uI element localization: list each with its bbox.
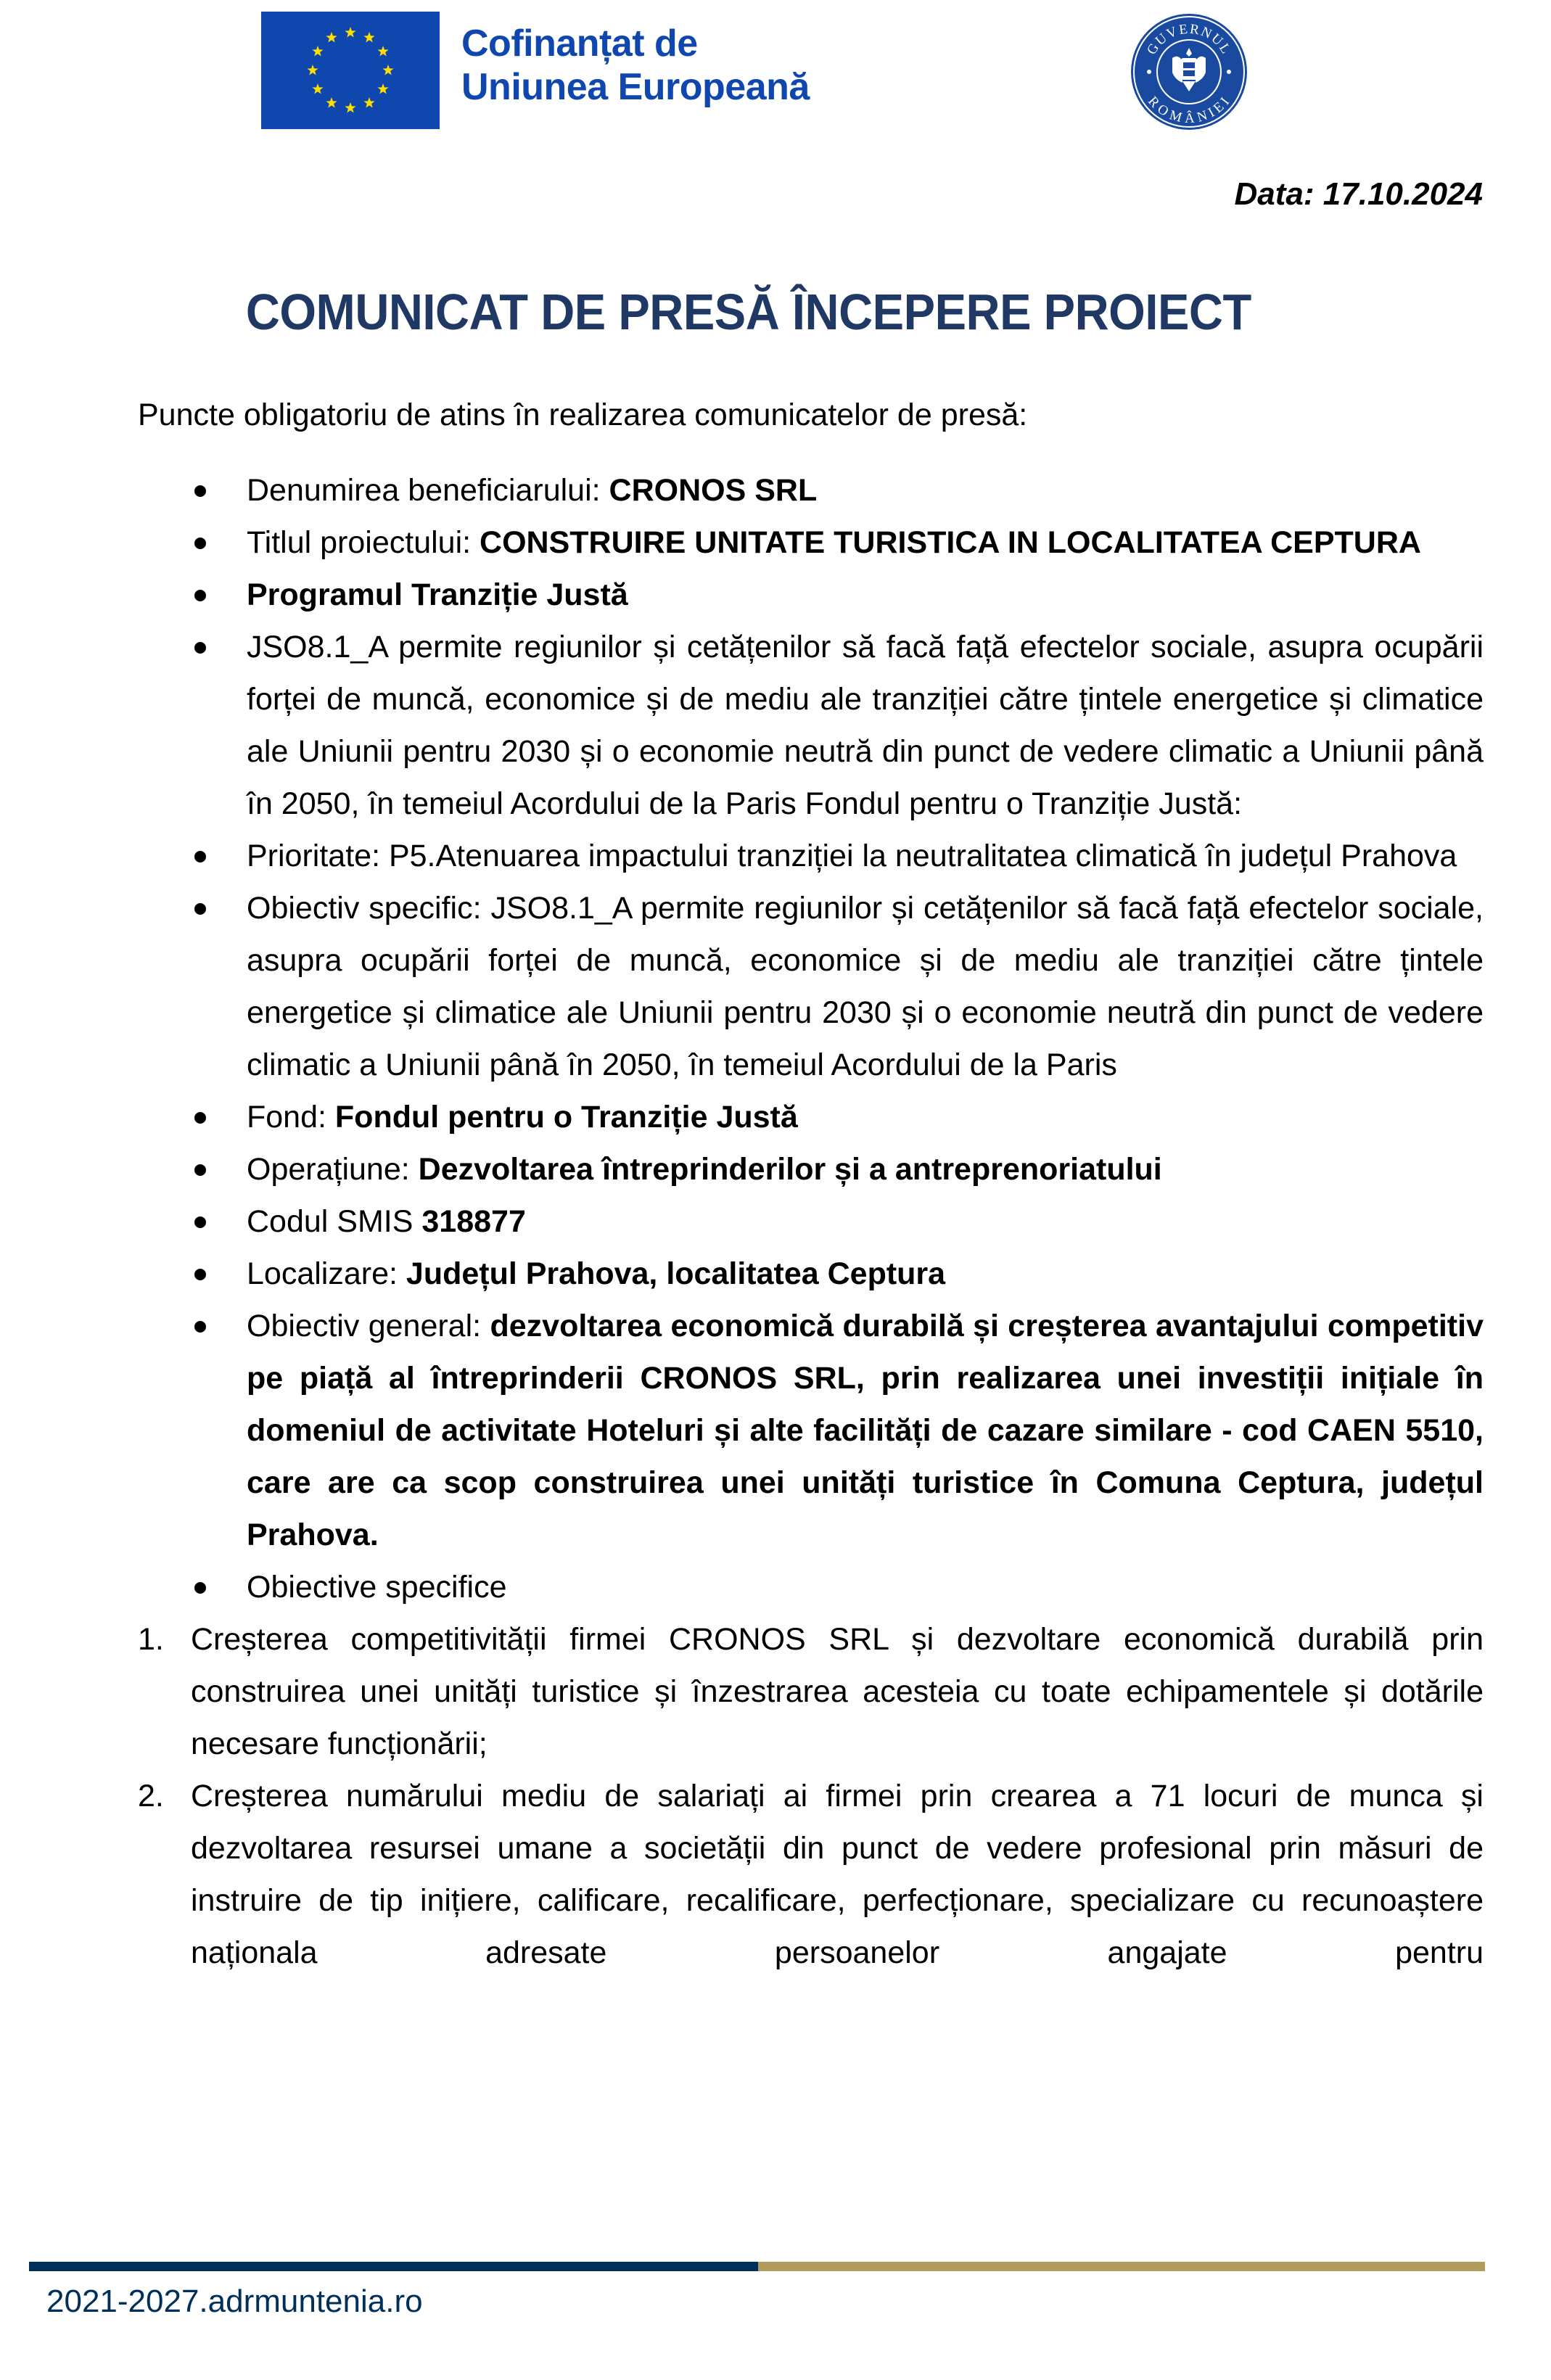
page-title: COMUNICAT DE PRESĂ ÎNCEPERE PROIECT	[245, 284, 1251, 340]
item-label: Titlul proiectului:	[247, 525, 480, 560]
seal-top-text: GUVERNUL	[1143, 21, 1235, 58]
list-item	[138, 569, 1484, 621]
item-value: CRONOS SRL	[609, 473, 818, 508]
eu-star-icon	[363, 32, 374, 42]
item-label: Operațiune:	[247, 1152, 419, 1187]
bullet-icon	[194, 590, 206, 601]
item-label: Obiectiv general:	[247, 1309, 490, 1343]
bullet-icon	[194, 1216, 206, 1228]
eu-star-icon	[363, 97, 374, 107]
item-label: Denumirea beneficiarului:	[247, 473, 609, 508]
list-item	[138, 830, 1484, 882]
item-value: Programul Tranziție Justă	[247, 577, 628, 612]
eu-flag-icon	[261, 12, 440, 129]
eu-star-icon	[345, 102, 355, 112]
eu-star-icon	[312, 46, 323, 56]
item-value: Fondul pentru o Tranziție Justă	[334, 1100, 798, 1135]
bullet-icon	[194, 485, 206, 497]
footer-divider	[29, 2262, 1485, 2271]
item-value: CONSTRUIRE UNITATE TURISTICA IN LOCALITATEA CEPTURA	[480, 525, 1421, 560]
item-number: 1.	[138, 1622, 164, 1657]
bullet-icon	[194, 1112, 206, 1124]
eu-star-icon	[382, 65, 393, 75]
list-item	[138, 1561, 1484, 1613]
item-label: Obiectiv specific: JSO8.1_A permite regiunilor și cetățenilor să facă față efectelor sociale, asupra ocupării forței de muncă, economice și de mediu ale tranziției către țintele energetice și climatice ale Uniunii pentru 2030 și o economie neutră din punct de vedere climatic a Uniunii până în 2050, în temeiul Acordului de la Paris	[247, 891, 1484, 1082]
eu-logo-line2: Uniunea Europeană	[461, 66, 810, 108]
eu-star-icon	[326, 97, 337, 107]
list-item	[138, 1613, 1484, 1770]
eu-star-icon	[345, 27, 355, 37]
bullet-icon	[194, 851, 206, 862]
bullet-icon	[194, 538, 206, 549]
list-item	[138, 1770, 1484, 1979]
bullet-icon	[194, 642, 206, 654]
item-value: Județul Prahova, localitatea Ceptura	[406, 1256, 946, 1291]
item-label: Codul SMIS	[247, 1204, 422, 1239]
bullet-icon	[194, 1321, 206, 1333]
item-label: JSO8.1_A permite regiunilor și cetățenilor să facă față efectelor sociale, asupra ocupării forței de muncă, economice și de mediu ale tranziției către țintele energetice și climatice ale Uniunii pentru 2030 și o economie neutră din punct de vedere climatic a Uniunii până în 2050, în temeiul Acordului de la Paris Fondul pentru o Tranziție Justă:	[247, 630, 1484, 821]
list-item	[138, 464, 1484, 516]
footer-website-link[interactable]: 2021-2027.adrmuntenia.ro	[46, 2284, 423, 2319]
list-item	[138, 621, 1484, 830]
list-item	[138, 1143, 1484, 1195]
bullet-icon	[194, 1269, 206, 1280]
footer-divider-gold	[758, 2262, 1485, 2271]
list-item	[138, 1300, 1484, 1561]
list-item	[138, 1248, 1484, 1300]
eu-star-icon	[326, 32, 337, 42]
document-date: Data: 17.10.2024	[1234, 176, 1483, 212]
bullet-icon	[194, 1164, 206, 1176]
eu-logo-line1: Cofinanțat de	[461, 22, 698, 65]
eu-star-icon	[377, 83, 388, 94]
eu-star-icon	[312, 83, 323, 94]
specific-objectives-list	[138, 1613, 1484, 1979]
item-value: Dezvoltarea întreprinderilor și a antreprenoriatului	[418, 1152, 1162, 1187]
eu-star-icon	[307, 65, 318, 75]
item-label: Localizare:	[247, 1256, 406, 1291]
seal-bottom-text: ROMÂNIEI	[1145, 94, 1234, 126]
document-body	[138, 464, 1484, 1979]
bullet-icon	[194, 1582, 206, 1594]
item-label: Fond:	[247, 1100, 335, 1135]
eu-cofinancing-logo-text	[461, 22, 810, 109]
government-of-romania-seal-icon	[1129, 12, 1249, 132]
intro-text: Puncte obligatoriu de atins în realizarea comunicatelor de presă:	[138, 398, 1028, 432]
item-label: Obiective specifice	[247, 1570, 507, 1605]
list-item	[138, 1091, 1484, 1143]
project-info-list	[138, 464, 1484, 1613]
bullet-icon	[194, 903, 206, 915]
item-number: 2.	[138, 1779, 164, 1813]
list-item	[138, 516, 1484, 569]
item-text: Creșterea competitivității firmei CRONOS SRL și dezvoltare economică durabilă prin construirea unei unități turistice și înzestrarea acesteia cu toate echipamentele și dotările necesare funcționării;	[191, 1622, 1484, 1761]
list-item	[138, 1195, 1484, 1248]
item-text: Creșterea numărului mediu de salariați ai firmei prin crearea a 71 locuri de munca și dezvoltarea resursei umane a societății din punct de vedere profesional prin măsuri de instruire de tip inițiere, calificare, recalificare, perfecționare, specializare cu recunoaștere naționala adresate persoanelor angajate pentru	[191, 1779, 1484, 1970]
item-label: Prioritate: P5.Atenuarea impactului tranziției la neutralitatea climatică în județul Prahova	[247, 839, 1457, 873]
footer-divider-navy	[29, 2262, 758, 2271]
list-item	[138, 882, 1484, 1091]
item-value: 318877	[421, 1204, 526, 1239]
item-value: dezvoltarea economică durabilă și creșterea avantajului competitiv pe piață al întreprinderii CRONOS SRL, prin realizarea unei investiții inițiale în domeniul de activitate Hoteluri și alte facilități de cazare similare - cod CAEN 5510, care are ca scop construirea unei unități turistice în Comuna Ceptura, județul Prahova.	[247, 1309, 1484, 1552]
eu-star-icon	[377, 46, 388, 56]
